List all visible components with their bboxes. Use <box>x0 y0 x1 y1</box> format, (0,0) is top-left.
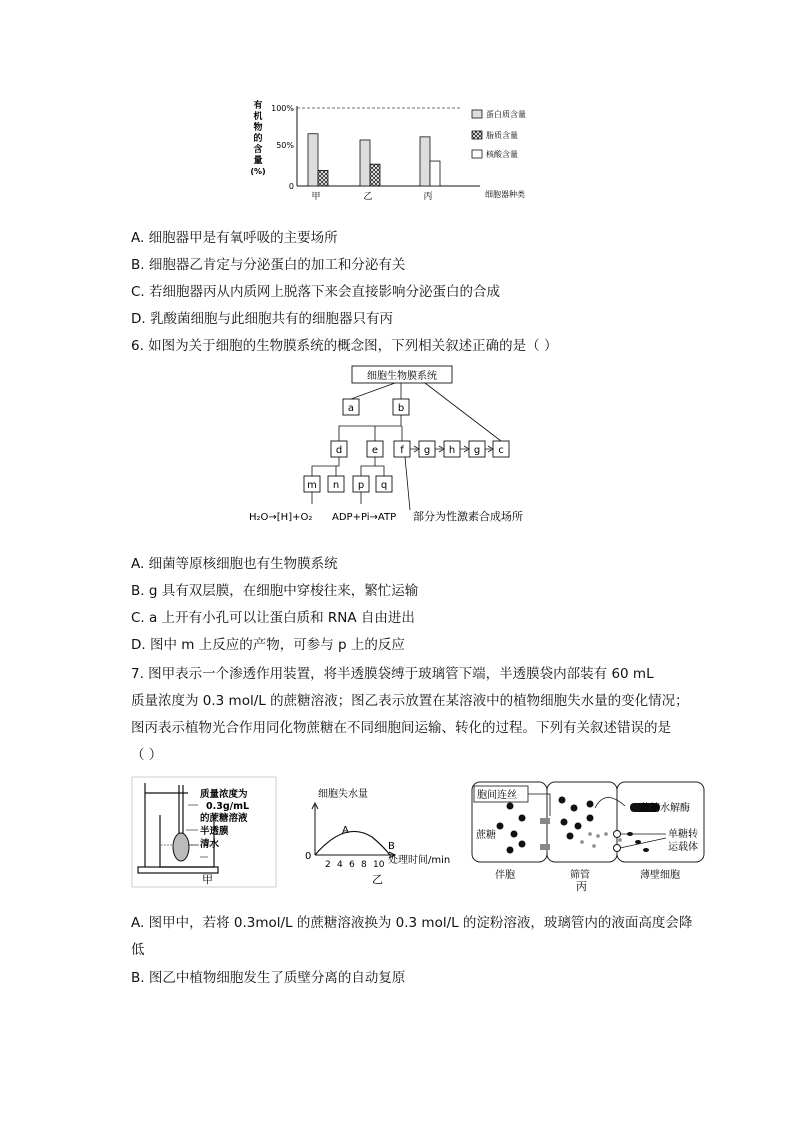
x-axis-label: 细胞器种类 <box>485 190 525 199</box>
node-n: n <box>332 480 340 491</box>
label-sucrose: 蔗糖 <box>476 830 496 841</box>
ylabel-char: (%) <box>250 167 266 176</box>
q5-option-c: C. 若细胞器丙从内质网上脱落下来会直接影响分泌蛋白的合成 <box>131 284 501 300</box>
point-a: A <box>342 825 349 836</box>
organelle-bar-chart <box>250 98 550 208</box>
bar-乙-0 <box>360 140 370 186</box>
cell-label-mid: 筛管 <box>570 870 590 881</box>
node-q: q <box>380 480 388 491</box>
node-c: c <box>498 445 504 456</box>
q7-option-b: B. 图乙中植物细胞发生了质壁分离的自动复原 <box>131 970 406 986</box>
membrane-concept-diagram <box>245 362 565 527</box>
q5-option-a: A. 细胞器甲是有氧呼吸的主要场所 <box>131 230 338 246</box>
node-e: e <box>371 445 379 456</box>
tick-4: 4 <box>337 860 343 870</box>
label-p-reaction: ADP+Pi→ATP <box>332 512 397 523</box>
q6-option-a: A. 细菌等原核细胞也有生物膜系统 <box>131 556 338 572</box>
label-enzyme-visible: 蔗糖水解酶 <box>640 803 690 814</box>
q7-stem-line1: 7. 图甲表示一个渗透作用装置，将半透膜袋缚于玻璃管下端，半透膜袋内部装有 60 mL <box>131 666 654 682</box>
label-value: 0.3g/mL <box>206 801 250 812</box>
node-h: h <box>448 445 456 456</box>
figure-jia-osmosis-apparatus <box>130 775 280 890</box>
q6-option-c: C. a 上开有小孔可以让蛋白质和 RNA 自由进出 <box>131 610 415 626</box>
yi-xlabel: 处理时间/min <box>388 855 451 866</box>
y-axis-label <box>250 99 265 176</box>
caption-jia: 甲 <box>202 873 213 886</box>
q6-option-d: D. 图中 m 上反应的产物，可参与 p 上的反应 <box>131 637 405 653</box>
category-label: 乙 <box>363 192 373 202</box>
caption-yi: 乙 <box>372 873 383 886</box>
legend-protein: 蛋白质含量 <box>486 110 526 119</box>
q6-stem: 6. 如图为关于细胞的生物膜系统的概念图，下列相关叙述正确的是（ ） <box>131 338 558 354</box>
label-membrane: 半透膜 <box>200 826 229 837</box>
ylabel-char: 物 <box>253 123 263 133</box>
q5-option-b: B. 细胞器乙肯定与分泌蛋白的加工和分泌有关 <box>131 257 406 273</box>
label-concentration: 质量浓度为 <box>200 789 248 800</box>
ylabel-char: 机 <box>253 112 263 122</box>
label-f-note: 部分为性激素合成场所 <box>413 510 523 523</box>
tick-8: 8 <box>361 860 367 870</box>
label-solution: 的蔗糖溶液 <box>200 813 248 824</box>
node-f: f <box>400 445 404 456</box>
ylabel-char: 含 <box>253 145 263 155</box>
q7-option-a-line1: A. 图甲中，若将 0.3mol/L 的蔗糖溶液换为 0.3 mol/L 的淀粉溶液，玻璃管内的液面高度会降 <box>131 915 693 931</box>
label-water: 清水 <box>200 839 220 850</box>
category-label: 丙 <box>423 192 433 202</box>
bar-丙-0 <box>420 137 430 186</box>
figure-bing-sucrose-transport <box>470 778 710 893</box>
bar-甲-1 <box>318 170 328 186</box>
node-m: m <box>307 480 317 491</box>
cell-label-left: 伴胞 <box>495 870 515 881</box>
node-p: p <box>357 480 365 491</box>
origin: 0 <box>305 851 312 862</box>
label-plasmodesmata: 胞间连丝 <box>477 790 517 801</box>
legend-lipid: 脂质含量 <box>486 131 518 140</box>
tick-6: 6 <box>349 860 355 870</box>
legend <box>472 109 526 159</box>
node-a: a <box>347 403 355 414</box>
yi-ylabel: 细胞失水量 <box>318 789 368 800</box>
bar-丙-2 <box>430 161 440 186</box>
category-label: 甲 <box>311 192 321 202</box>
node-b: b <box>397 403 405 414</box>
node-root: 细胞生物膜系统 <box>367 371 437 382</box>
node-d: d <box>335 445 343 456</box>
node-g2: g <box>473 445 481 456</box>
ylabel-char: 量 <box>253 156 263 166</box>
tick-2: 2 <box>325 860 331 870</box>
tick-50: 50% <box>276 141 294 150</box>
label-transporter-2: 运载体 <box>668 842 698 853</box>
ylabel-char: 的 <box>253 134 263 144</box>
tick-0: 0 <box>288 182 294 191</box>
node-g1: g <box>423 445 431 456</box>
label-m-reaction: H₂O→[H]+O₂ <box>249 512 313 523</box>
q7-stem-line3: 图丙表示植物光合作用同化物蔗糖在不同细胞间运输、转化的过程。下列有关叙述错误的是 <box>131 720 671 736</box>
q7-stem-line2: 质量浓度为 0.3 mol/L 的蔗糖溶液；图乙表示放置在某溶液中的植物细胞失水量的变化情况； <box>131 693 689 709</box>
q6-option-b: B. g 具有双层膜，在细胞中穿梭往来，繁忙运输 <box>131 583 419 599</box>
figure-yi-water-loss-curve <box>300 775 470 890</box>
q5-option-d: D. 乳酸菌细胞与此细胞共有的细胞器只有丙 <box>131 311 393 327</box>
caption-bing: 丙 <box>576 880 587 893</box>
ylabel-char: 有 <box>253 101 263 111</box>
label-transporter-1: 单糖转 <box>668 829 698 840</box>
legend-nucleic: 核酸含量 <box>486 150 518 159</box>
cell-label-right: 薄壁细胞 <box>640 870 680 881</box>
point-b: B <box>388 841 395 852</box>
q7-stem-line4: （ ） <box>131 747 163 763</box>
q7-option-a-line2: 低 <box>131 942 145 958</box>
tick-10: 10 <box>373 860 385 870</box>
bar-乙-1 <box>370 164 380 186</box>
tick-100: 100% <box>271 104 294 113</box>
bar-甲-0 <box>308 134 318 186</box>
